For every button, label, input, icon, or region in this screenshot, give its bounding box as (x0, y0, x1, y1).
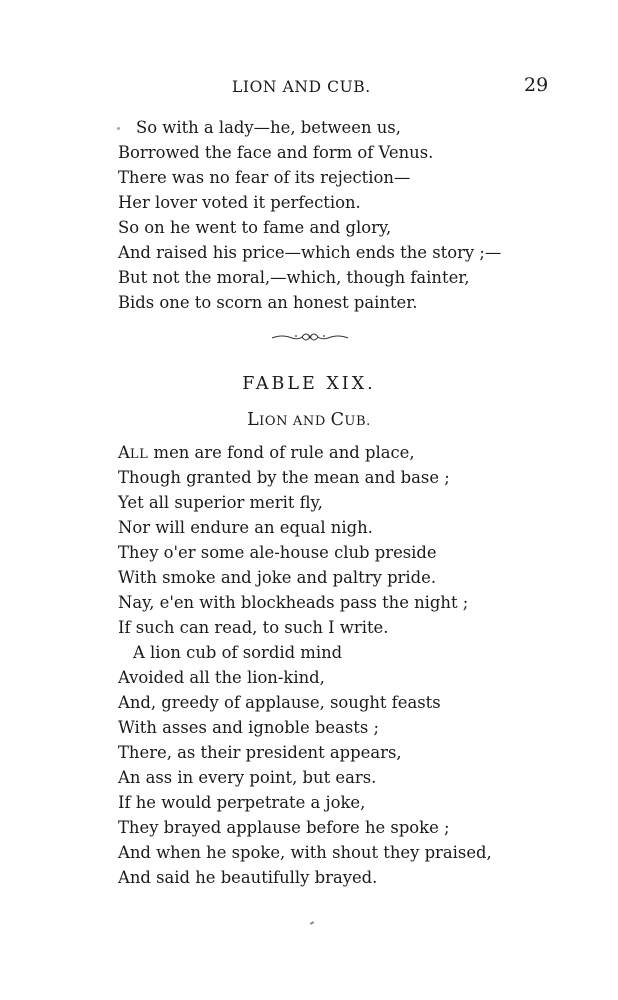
verse-line: An ass in every point, but ears. (118, 768, 377, 787)
verse-line: They brayed applause before he spoke ; (118, 818, 450, 837)
verse-line: And, greedy of applause, sought feasts (118, 693, 441, 712)
verse-line: And said he beautifully brayed. (118, 868, 378, 887)
verse-line: Though granted by the mean and base ; (118, 468, 450, 487)
first-word-initial: A (118, 443, 130, 462)
verse-line: With asses and ignoble beasts ; (118, 718, 380, 737)
first-line-text: men are fond of rule and place, (148, 443, 415, 462)
subtitle-smallcaps: ION AND (259, 414, 331, 429)
paper-speck (310, 921, 314, 925)
verse-line: And raised his price—which ends the story ;— (118, 243, 502, 262)
verse-line: Nor will endure an equal nigh. (118, 518, 373, 537)
page-number: 29 (524, 74, 549, 96)
verse-line: Nay, e'en with blockheads pass the night ; (118, 593, 469, 612)
running-title: LION AND CUB. (232, 78, 371, 96)
verse-line: If such can read, to such I write. (118, 618, 389, 637)
verse-line: A lion cub of sordid mind (133, 643, 343, 662)
verse-line: But not the moral,—which, though fainter, (118, 268, 470, 287)
verse-line: They o'er some ale-house club preside (118, 543, 437, 562)
verse-line-first (118, 443, 415, 462)
verse-line: Yet all superior merit fly, (118, 493, 323, 512)
fable-heading: FABLE XIX. (242, 374, 376, 394)
verse-line: So on he went to fame and glory, (118, 218, 392, 237)
verse-line: Her lover voted it perfection. (118, 193, 361, 212)
fable-subtitle (0, 410, 618, 430)
running-head (0, 74, 618, 100)
verse-line: So with a lady—he, between us, (136, 118, 401, 137)
verse-line: There was no fear of its rejection— (118, 168, 411, 187)
verse-line: And when he spoke, with shout they praised, (118, 843, 492, 862)
verse-line: Bids one to scorn an honest painter. (118, 293, 418, 312)
paper-speck (117, 127, 120, 130)
verse-line: There, as their president appears, (118, 743, 402, 762)
subtitle-initial: C (330, 410, 345, 430)
subtitle-smallcaps: UB. (344, 414, 371, 429)
first-word-smallcaps: LL (129, 447, 149, 462)
verse-line: With smoke and joke and paltry pride. (118, 568, 437, 587)
subtitle-initial: L (247, 410, 260, 430)
verse-line: Borrowed the face and form of Venus. (118, 143, 434, 162)
verse-line: If he would perpetrate a joke, (118, 793, 366, 812)
decorative-flourish-icon (270, 329, 350, 349)
verse-line: Avoided all the lion-kind, (118, 668, 325, 687)
